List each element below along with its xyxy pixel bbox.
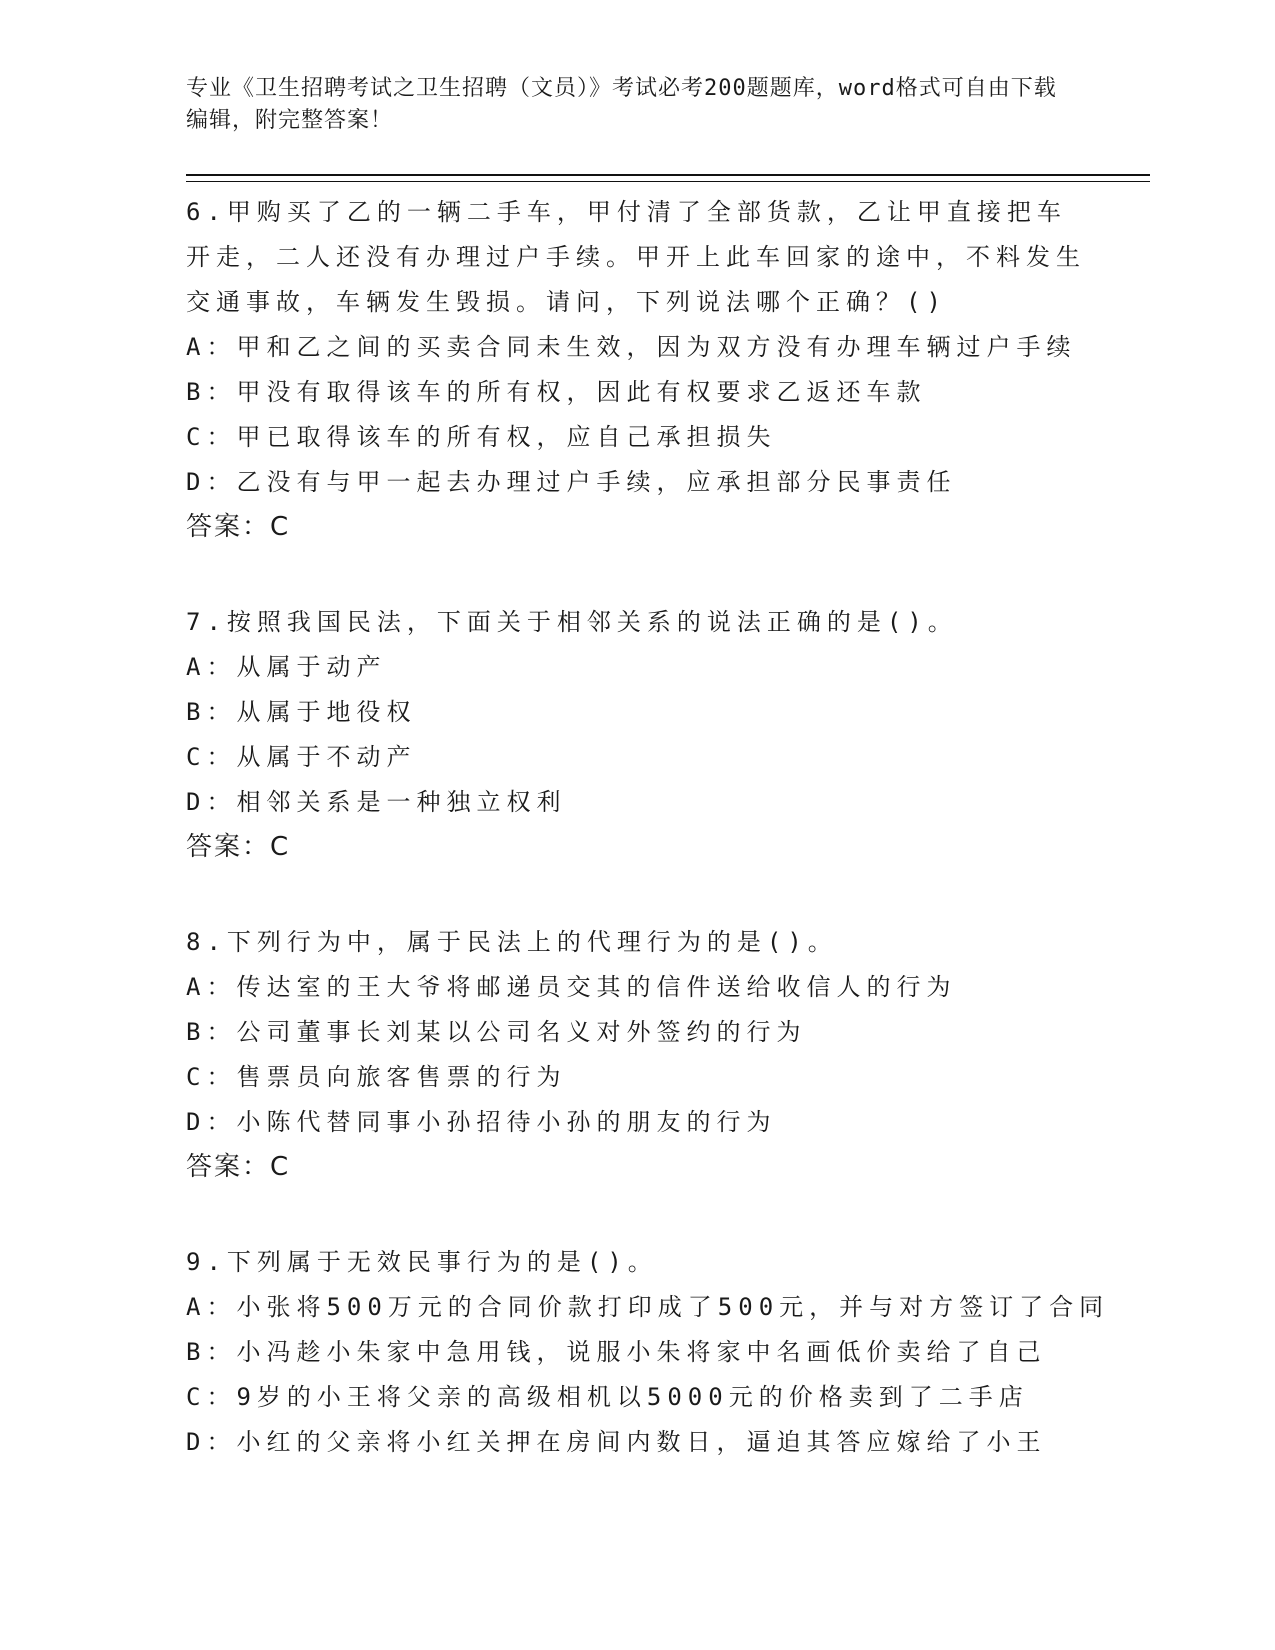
answer: 答案：C (186, 1152, 291, 1182)
question-6 (186, 190, 1086, 550)
option-b: B：甲没有取得该车的所有权，因此有权要求乙返还车款 (186, 378, 927, 406)
option-a: A：甲和乙之间的买卖合同未生效，因为双方没有办理车辆过户手续 (186, 333, 1077, 361)
option-d: D：小红的父亲将小红关押在房间内数日，逼迫其答应嫁给了小王 (186, 1428, 1047, 1456)
option-b: B：小冯趁小朱家中急用钱，说服小朱将家中名画低价卖给了自己 (186, 1338, 1047, 1366)
question-stem: 8.下列行为中，属于民法上的代理行为的是()。 (186, 928, 838, 956)
option-a: A：从属于动产 (186, 653, 387, 681)
question-stem: 6.甲购买了乙的一辆二手车，甲付清了全部货款，乙让甲直接把车开走，二人还没有办理过户手续。甲开上此车回家的途中，不料发生交通事故，车辆发生毁损。请问，下列说法哪个正确？() (186, 198, 1086, 316)
question-stem: 7.按照我国民法，下面关于相邻关系的说法正确的是()。 (186, 608, 958, 636)
option-d: D：相邻关系是一种独立权利 (186, 788, 567, 816)
option-c: C：甲已取得该车的所有权，应自己承担损失 (186, 423, 777, 451)
answer: 答案：C (186, 512, 291, 542)
question-9 (186, 1240, 1110, 1465)
option-c: C：9岁的小王将父亲的高级相机以5000元的价格卖到了二手店 (186, 1383, 1029, 1411)
question-8 (186, 920, 1086, 1190)
option-d: D：小陈代替同事小孙招待小孙的朋友的行为 (186, 1108, 777, 1136)
option-b: B：公司董事长刘某以公司名义对外签约的行为 (186, 1018, 807, 1046)
question-list (186, 190, 1110, 1515)
option-c: C：从属于不动产 (186, 743, 417, 771)
header-rule-thin (186, 181, 1150, 182)
option-a: A：小张将500万元的合同价款打印成了500元，并与对方签订了合同 (186, 1293, 1110, 1321)
document-header: 专业《卫生招聘考试之卫生招聘（文员）》考试必考200题题库，word格式可自由下载编辑，附完整答案！ (186, 76, 1057, 133)
option-d: D：乙没有与甲一起去办理过户手续，应承担部分民事责任 (186, 468, 957, 496)
answer: 答案：C (186, 832, 291, 862)
option-c: C：售票员向旅客售票的行为 (186, 1063, 567, 1091)
question-stem: 9.下列属于无效民事行为的是()。 (186, 1248, 658, 1276)
header-rule-thick (186, 174, 1150, 176)
question-7 (186, 600, 1086, 870)
option-b: B：从属于地役权 (186, 698, 417, 726)
option-a: A：传达室的王大爷将邮递员交其的信件送给收信人的行为 (186, 973, 957, 1001)
